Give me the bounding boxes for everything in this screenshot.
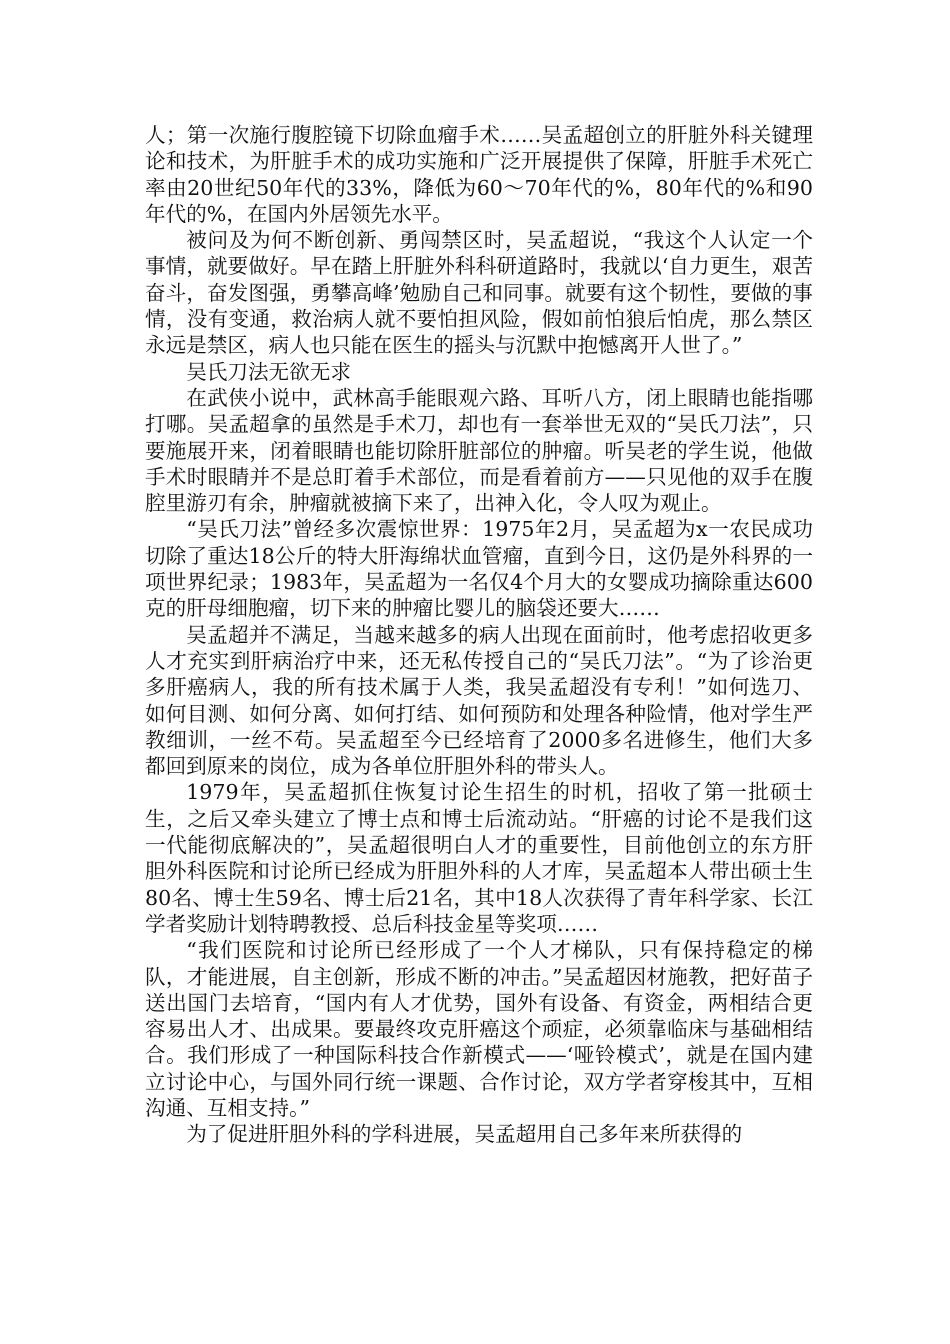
paragraph-5: 吴孟超并不满足，当越来越多的病人出现在面前时，他考虑招收更多人才充实到肝病治疗中来，还无私传授自己的“吴氏刀法”。“为了诊治更多肝癌病人，我的所有技术属于人类，我吴孟超没有专利！”如何选刀、如何目测、如何分离、如何打结、如何预防和处理各种险情，他对学生严教细训，一丝不苟。吴孟超至今已经培育了2000多名进修生，他们大多都回到原来的岗位，成为各单位肝胆外科的带头人。	[145, 622, 813, 779]
paragraph-1: 人；第一次施行腹腔镜下切除血瘤手术……吴孟超创立的肝脏外科关键理论和技术，为肝脏手术的成功实施和广泛开展提供了保障，肝脏手术死亡率由20世纪50年代的33%，降低为60～70年代的%，80年代的%和90年代的%，在国内外居领先水平。	[145, 123, 813, 226]
document-body	[145, 122, 813, 1148]
paragraph-4: “吴氏刀法”曾经多次震惊世界：1975年2月，吴孟超为x一农民成功切除了重达18公斤的特大肝海绵状血管瘤，直到今日，这仍是外科界的一项世界纪录；1983年，吴孟超为一名仅4个月大的女婴成功摘除重达600克的肝母细胞瘤，切下来的肿瘤比婴儿的脑袋还要大……	[145, 517, 813, 621]
paragraph-7: “我们医院和讨论所已经形成了一个人才梯队，只有保持稳定的梯队，才能进展，自主创新，形成不断的冲击。”吴孟超因材施教，把好苗子送出国门去培育，“国内有人才优势，国外有设备、有资金，两相结合更容易出人才、出成果。要最终攻克肝癌这个顽症，必须靠临床与基础相结合。我们形成了一种国际科技合作新模式——‘哑铃模式’，就是在国内建立讨论中心，与国外同行统一课题、合作讨论，双方学者穿梭其中，互相沟通、互相支持。”	[145, 938, 813, 1120]
section-heading: 吴氏刀法无欲无求	[186, 359, 351, 384]
paragraph-2: 被问及为何不断创新、勇闯禁区时，吴孟超说，“我这个人认定一个事情，就要做好。早在踏上肝脏外科科研道路时，我就以‘自力更生，艰苦奋斗，奋发图强，勇攀高峰’勉励自己和同事。就要有这个韧性，要做的事情，没有变通，救治病人就不要怕担风险，假如前怕狼后怕虎，那么禁区永远是禁区，病人也只能在医生的摇头与沉默中抱憾离开人世了。”	[145, 228, 813, 358]
paragraph-6: 1979年，吴孟超抓住恢复讨论生招生的时机，招收了第一批硕士生，之后又牵头建立了博士点和博士后流动站。“肝癌的讨论不是我们这一代能彻底解决的”，吴孟超很明白人才的重要性，目前他创立的东方肝胆外科医院和讨论所已经成为肝胆外科的人才库，吴孟超本人带出硕士生80名、博士生59名、博士后21名，其中18人次获得了青年科学家、长江学者奖励计划特聘教授、总后科技金星等奖项……	[145, 780, 813, 936]
paragraph-3: 在武侠小说中，武林高手能眼观六路、耳听八方，闭上眼睛也能指哪打哪。吴孟超拿的虽然是手术刀，却也有一套举世无双的“吴氏刀法”，只要施展开来，闭着眼睛也能切除肝脏部位的肿瘤。听吴老的学生说，他做手术时眼睛并不是总盯着手术部位，而是看着前方——只见他的双手在腹腔里游刃有余，肿瘤就被摘下来了，出神入化，令人叹为观止。	[145, 385, 813, 516]
paragraph-8: 为了促进肝胆外科的学科进展，吴孟超用自己多年来所获得的	[186, 1122, 743, 1147]
